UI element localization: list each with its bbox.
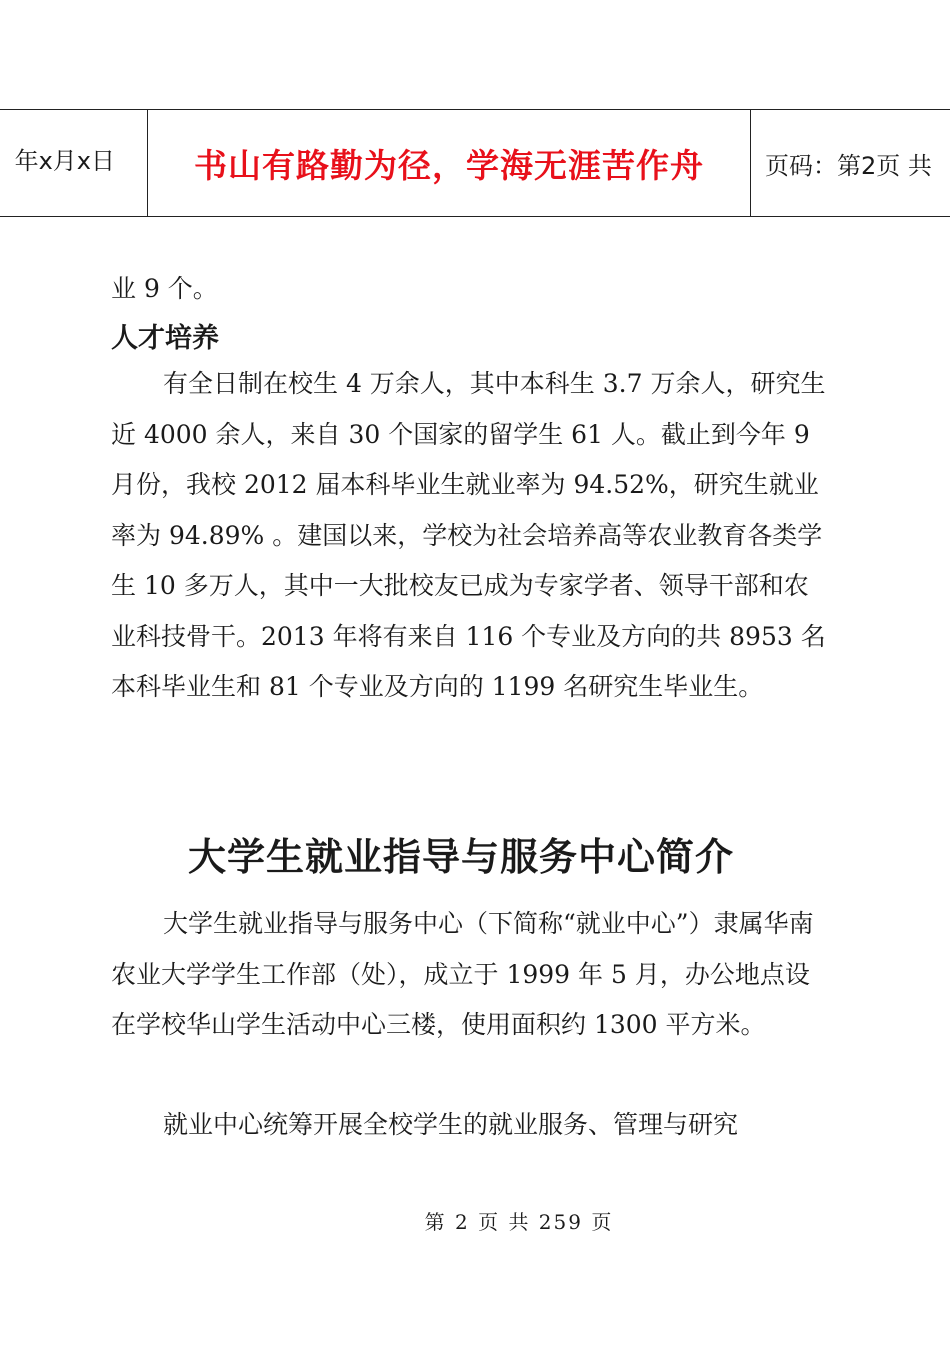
page-footer: 第 2 页 共 259 页 bbox=[424, 1210, 614, 1234]
main-title: 大学生就业指导与服务中心简介 bbox=[187, 835, 734, 879]
header-date: 年x月x日 bbox=[0, 110, 148, 216]
section-heading-talent: 人才培养 bbox=[111, 323, 219, 354]
center-paragraph-1: 大学生就业指导与服务中心（下简称“就业中心”）隶属华南农业大学学生工作部（处），成立于 1999 年 5 月，办公地点设在学校华山学生活动中心三楼，使用面积约 1300 平方米。 bbox=[111, 909, 814, 1039]
header-motto: 书山有路勤为径，学海无涯苦作舟 bbox=[148, 110, 751, 216]
talent-paragraph: 有全日制在校生 4 万余人，其中本科生 3.7 万余人，研究生近 4000 余人，来自 30 个国家的留学生 61 人。截止到今年 9 月份，我校 2012 届本科毕业生就业率为 94.52%，研究生就业率为 94.89% 。建国以来，学校为社会培养高等农业教育各类学生 10 多万人，其中一大批校友已成为专家学者、领导干部和农业科技骨干。2013 年将有来自 116 个专业及方向的共 8953 名本科毕业生和 81 个专业及方向的 1199 名研究生毕业生。 bbox=[111, 369, 826, 701]
center-paragraph-2: 就业中心统筹开展全校学生的就业服务、管理与研究 bbox=[163, 1110, 739, 1139]
intro-fragment: 业 9 个。 bbox=[111, 274, 218, 303]
header-page-number: 页码：第2页 共 bbox=[765, 151, 932, 180]
page-header bbox=[0, 109, 950, 217]
